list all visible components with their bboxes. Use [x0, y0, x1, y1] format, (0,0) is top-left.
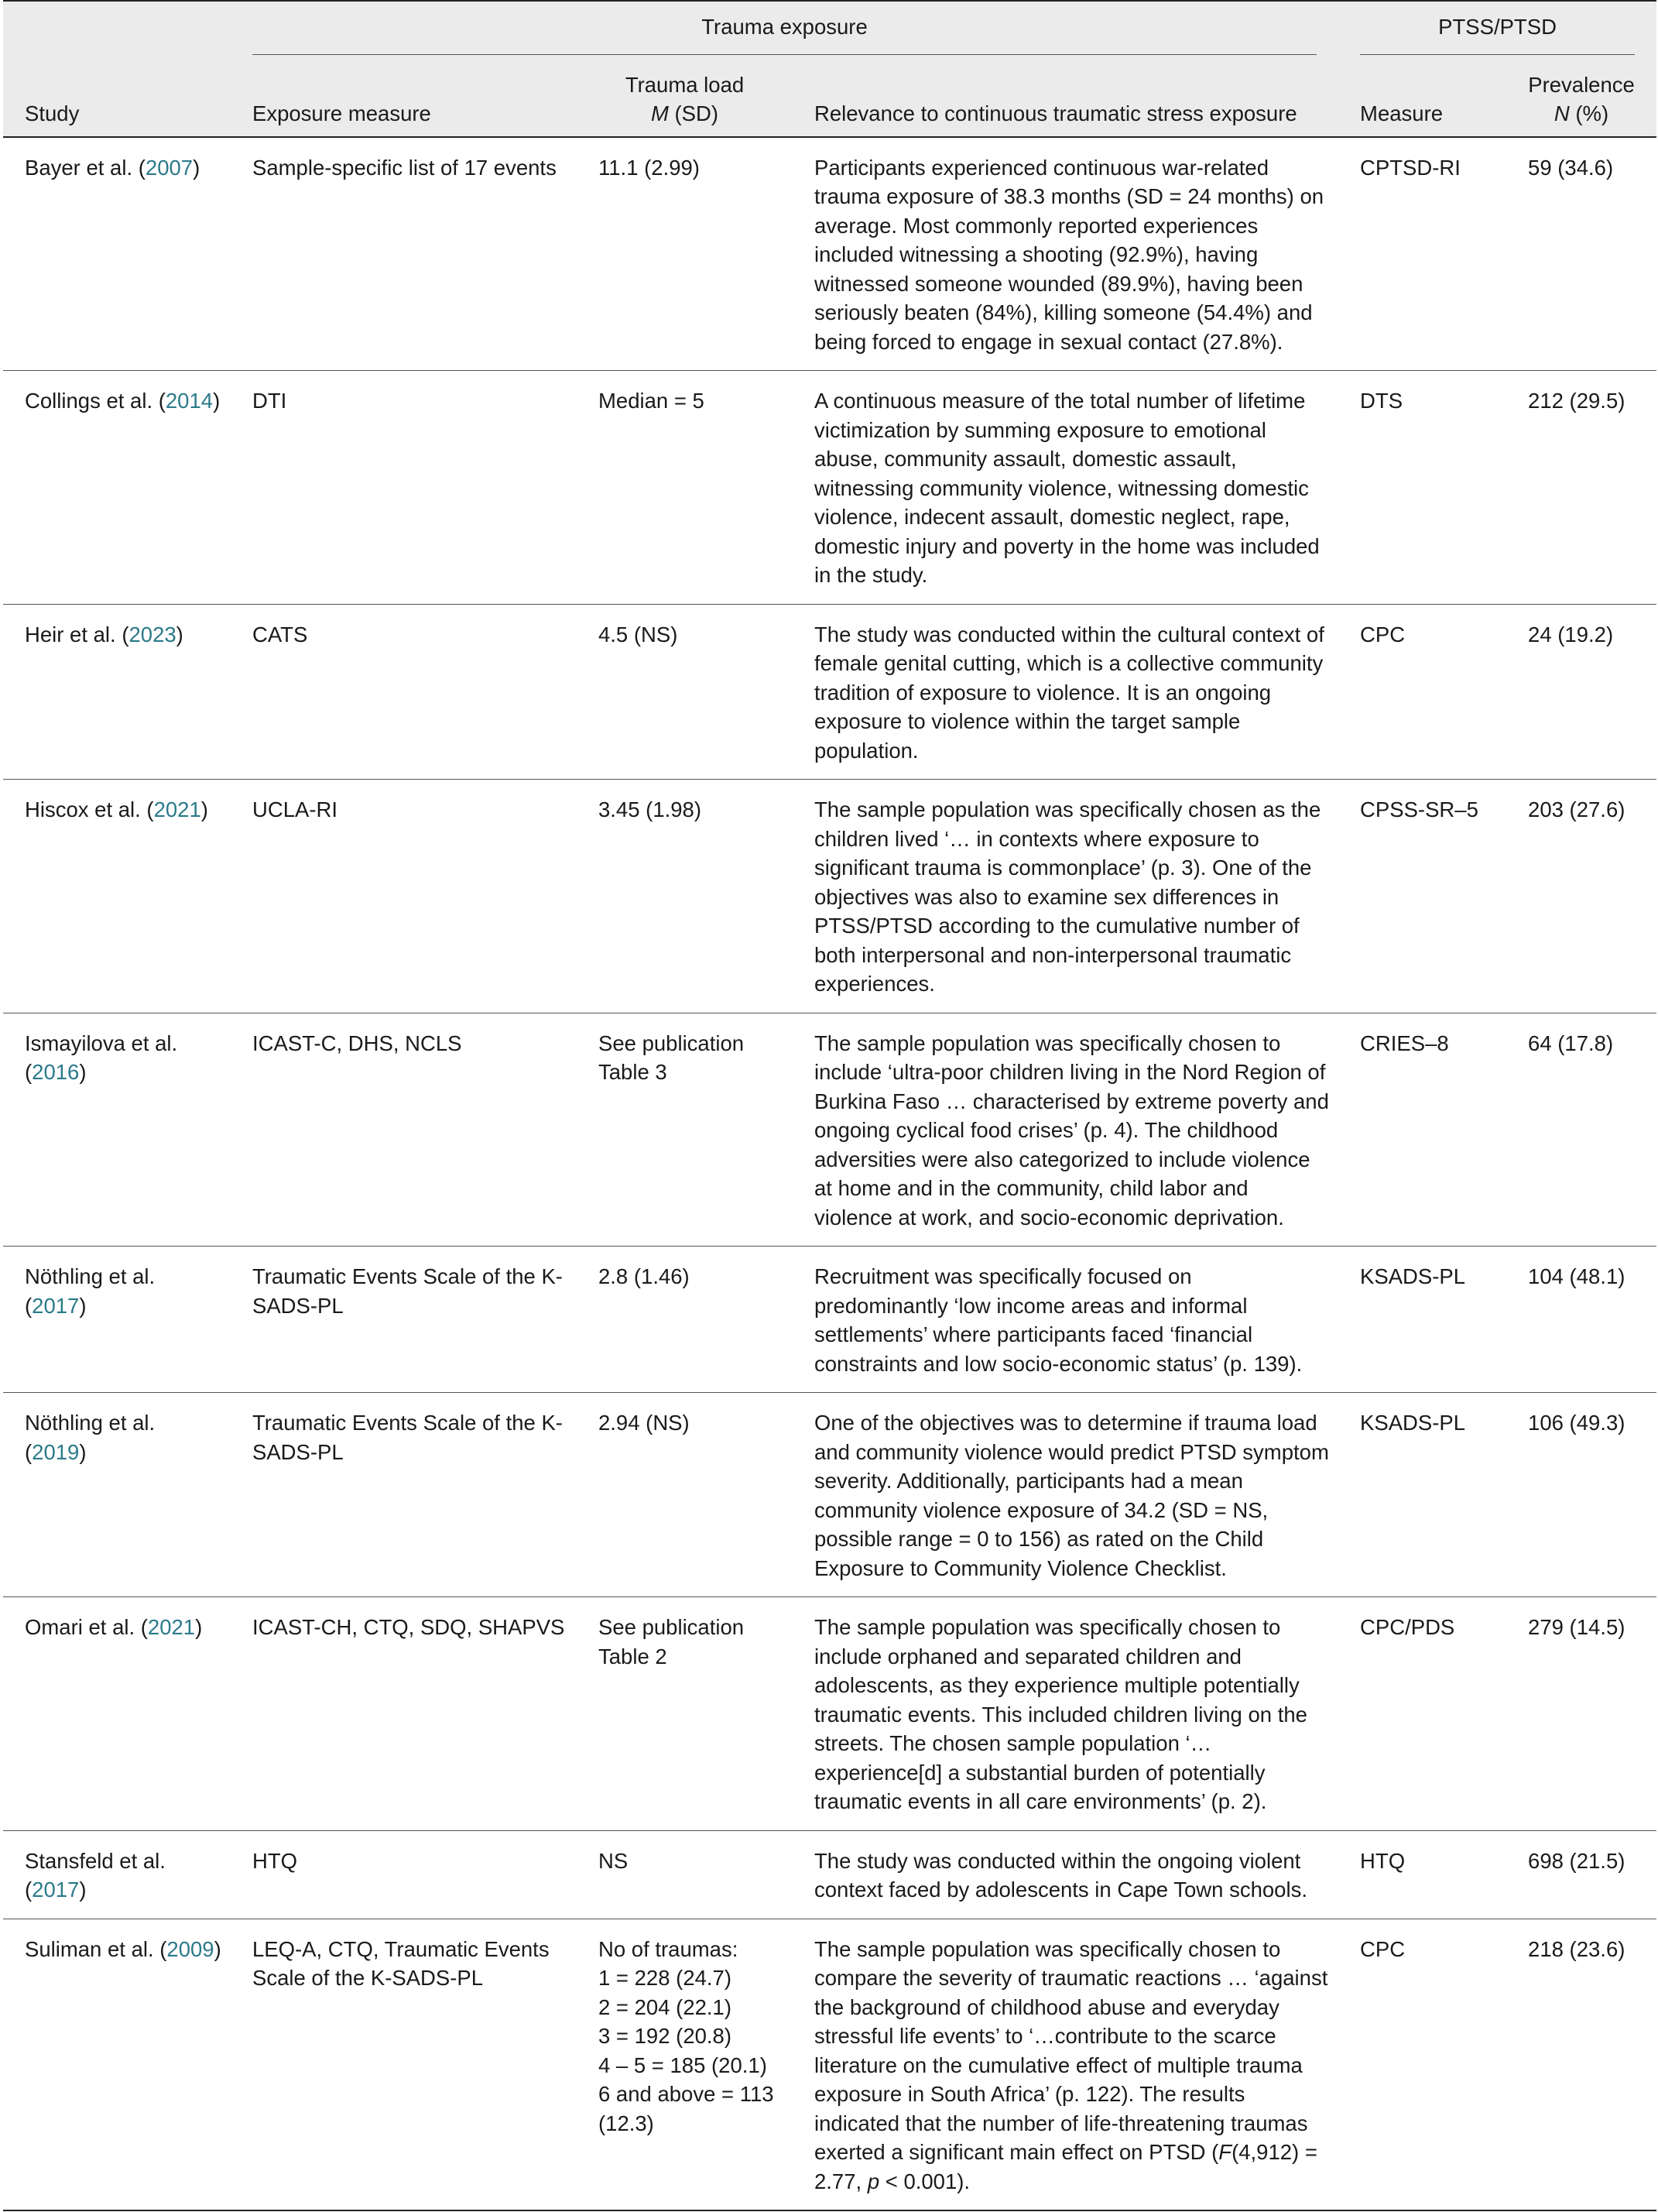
study-close: ): [79, 1439, 87, 1464]
table-row: [3, 1013, 1656, 1247]
relevance-p-symbol: p: [867, 2169, 880, 2193]
trauma-load-cell: No of traumas: 1 = 228 (24.7) 2 = 204 (22.1) 3 = 192 (20.8) 4 – 5 = 185 (20.1) 6 and above = 113 (12.3): [577, 1919, 793, 2210]
trauma-load-cell: 2.8 (1.46): [577, 1247, 793, 1393]
relevance-f-symbol: F: [1218, 2140, 1232, 2164]
citation-year-link[interactable]: 2019: [32, 1439, 80, 1464]
citation-year-link[interactable]: 2021: [147, 1615, 196, 1639]
exposure-cell: Sample-specific list of 17 events: [231, 137, 577, 371]
study-close: ): [214, 1936, 221, 1961]
relevance-cell: The sample population was specifically chosen as the children lived ‘… in contexts where exposure to significant trauma is commonplace’ (p. 3). One of the objectives was also to examine sex differences in PTSS/PTSD according to the cumulative number of both interpersonal and non-interpersonal traumatic experiences.: [793, 780, 1338, 1013]
study-close: ): [79, 1878, 87, 1902]
table-row: [3, 1830, 1656, 1919]
header-column-row: [3, 63, 1656, 137]
table-row: [3, 1597, 1656, 1831]
header-trauma-load-sd: (SD): [668, 101, 719, 125]
prevalence-cell: 104 (48.1): [1506, 1247, 1656, 1393]
study-close: ): [79, 1060, 87, 1084]
prevalence-cell: 24 (19.2): [1506, 604, 1656, 780]
prevalence-cell: 106 (49.3): [1506, 1393, 1656, 1597]
study-author: Collings et al. (: [25, 389, 166, 413]
trauma-load-cell: 3.45 (1.98): [577, 780, 793, 1013]
trauma-load-cell: 11.1 (2.99): [577, 137, 793, 371]
header-measure: Measure: [1338, 63, 1506, 137]
relevance-text: (4,912) = 2.77,: [814, 2140, 1317, 2193]
header-prevalence-n: N: [1554, 101, 1570, 125]
study-cell: [3, 1393, 231, 1597]
header-group-ptss-rule: [1360, 54, 1635, 55]
measure-cell: CPC/PDS: [1338, 1597, 1506, 1831]
relevance-cell: [793, 1919, 1338, 2210]
relevance-cell: The sample population was specifically chosen to include orphaned and separated children and adolescents, as they experience multiple potentially traumatic events. This included children living on the streets. The chosen sample population ‘…experience[d] a substantial burden of potentially traumatic events in all care environments’ (p. 2).: [793, 1597, 1338, 1831]
measure-cell: CPC: [1338, 604, 1506, 780]
measure-cell: CPSS-SR–5: [1338, 780, 1506, 1013]
relevance-cell: Participants experienced continuous war-related trauma exposure of 38.3 months (SD = 24 months) on average. Most commonly reported experiences included witnessing a shooting (92.9%), having witnessed someone wounded (89.9%), having been seriously beaten (84%), killing someone (54.4%) and being forced to engage in sexual contact (27.8%).: [793, 137, 1338, 371]
study-author: Suliman et al. (: [25, 1936, 167, 1961]
study-cell: [3, 137, 231, 371]
table-body: [3, 137, 1656, 2211]
header-relevance: Relevance to continuous traumatic stress exposure: [793, 63, 1338, 137]
study-author: Ismayilova et al. (: [25, 1031, 178, 1084]
study-close: ): [195, 1615, 203, 1639]
exposure-cell: DTI: [231, 371, 577, 605]
studies-table: [3, 0, 1656, 2211]
relevance-cell: Recruitment was specifically focused on predominantly ‘low income areas and informal settlements’ where participants faced ‘financial constraints and low socio-economic status’ (p. 139).: [793, 1247, 1338, 1393]
relevance-cell: One of the objectives was to determine if trauma load and community violence would predict PTSD symptom severity. Additionally, participants had a mean community violence exposure of 34.2 (SD = NS, possible range = 0 to 156) as rated on the Child Exposure to Community Violence Checklist.: [793, 1393, 1338, 1597]
study-close: ): [79, 1293, 87, 1318]
study-cell: [3, 780, 231, 1013]
measure-cell: HTQ: [1338, 1830, 1506, 1919]
prevalence-cell: 698 (21.5): [1506, 1830, 1656, 1919]
trauma-load-cell: See publication Table 3: [577, 1013, 793, 1247]
study-cell: [3, 1013, 231, 1247]
study-author: Heir et al. (: [25, 622, 129, 646]
relevance-cell: The sample population was specifically chosen to include ‘ultra-poor children living in the Nord Region of Burkina Faso … characterised by extreme poverty and ongoing cyclical food crises’ (p. 4). The childhood adversities were also categorized to include violence at home and in the community, child labor and violence at work, and socio-economic deprivation.: [793, 1013, 1338, 1247]
header-study: Study: [3, 63, 231, 137]
study-author: Stansfeld et al. (: [25, 1848, 166, 1902]
measure-cell: CPC: [1338, 1919, 1506, 2210]
study-author: Bayer et al. (: [25, 155, 146, 180]
citation-year-link[interactable]: 2017: [32, 1293, 80, 1318]
table-row: [3, 137, 1656, 371]
study-close: ): [176, 622, 183, 646]
prevalence-cell: 279 (14.5): [1506, 1597, 1656, 1831]
exposure-cell: ICAST-C, DHS, NCLS: [231, 1013, 577, 1247]
header-empty-cell: [3, 1, 231, 63]
exposure-cell: Traumatic Events Scale of the K-SADS-PL: [231, 1393, 577, 1597]
study-author: Omari et al. (: [25, 1615, 148, 1639]
study-cell: [3, 1597, 231, 1831]
prevalence-cell: 203 (27.6): [1506, 780, 1656, 1013]
exposure-cell: Traumatic Events Scale of the K-SADS-PL: [231, 1247, 577, 1393]
study-cell: [3, 371, 231, 605]
study-close: ): [193, 155, 200, 180]
measure-cell: KSADS-PL: [1338, 1393, 1506, 1597]
relevance-cell: The study was conducted within the ongoing violent context faced by adolescents in Cape Town schools.: [793, 1830, 1338, 1919]
header-prevalence: [1506, 63, 1656, 137]
table-row: [3, 1393, 1656, 1597]
header-group-row: [3, 1, 1656, 63]
citation-year-link[interactable]: 2021: [153, 797, 201, 821]
measure-cell: CPTSD-RI: [1338, 137, 1506, 371]
measure-cell: DTS: [1338, 371, 1506, 605]
study-close: ): [200, 797, 208, 821]
citation-year-link[interactable]: 2009: [166, 1936, 214, 1961]
relevance-text: The sample population was specifically chosen to compare the severity of traumatic reactions … ‘against the background of childhood abuse and everyday stressful life events’ to ‘…contribute to the scarce literature on the cumulative effect of multiple trauma exposure in South Africa’ (p. 122). The results indicated that the number of life-threatening traumas exerted a significant main effect on PTSD (: [814, 1936, 1328, 2164]
header-group-ptss: [1338, 1, 1656, 63]
header-group-trauma-label: Trauma exposure: [701, 15, 868, 39]
header-trauma-load-m: M: [650, 101, 669, 125]
trauma-load-cell: NS: [577, 1830, 793, 1919]
citation-year-link[interactable]: 2014: [165, 389, 214, 413]
trauma-load-cell: 4.5 (NS): [577, 604, 793, 780]
exposure-cell: UCLA-RI: [231, 780, 577, 1013]
table-row: [3, 780, 1656, 1013]
study-cell: [3, 1830, 231, 1919]
citation-year-link[interactable]: 2017: [32, 1878, 80, 1902]
study-close: ): [213, 389, 221, 413]
trauma-load-cell: Median = 5: [577, 371, 793, 605]
study-cell: [3, 604, 231, 780]
relevance-cell: A continuous measure of the total number of lifetime victimization by summing exposure to emotional abuse, community assault, domestic assault, witnessing community violence, witnessing domestic violence, indecent assault, domestic neglect, rape, domestic injury and poverty in the home was included in the study.: [793, 371, 1338, 605]
header-group-trauma-exposure: [231, 1, 1338, 63]
prevalence-cell: 212 (29.5): [1506, 371, 1656, 605]
prevalence-cell: 59 (34.6): [1506, 137, 1656, 371]
citation-year-link[interactable]: 2023: [128, 622, 176, 646]
study-author: Nöthling et al. (: [25, 1264, 156, 1318]
measure-cell: KSADS-PL: [1338, 1247, 1506, 1393]
header-exposure-measure: Exposure measure: [231, 63, 577, 137]
table-row: [3, 371, 1656, 605]
study-cell: [3, 1247, 231, 1393]
trauma-load-cell: 2.94 (NS): [577, 1393, 793, 1597]
exposure-cell: LEQ-A, CTQ, Traumatic Events Scale of the K-SADS-PL: [231, 1919, 577, 2210]
table-row: [3, 1919, 1656, 2210]
exposure-cell: CATS: [231, 604, 577, 780]
table-row: [3, 604, 1656, 780]
study-author: Nöthling et al. (: [25, 1411, 156, 1464]
header-prevalence-line1: Prevalence: [1528, 72, 1635, 97]
measure-cell: CRIES–8: [1338, 1013, 1506, 1247]
header-prevalence-pct: (%): [1569, 101, 1609, 125]
trauma-load-cell: See publication Table 2: [577, 1597, 793, 1831]
relevance-cell: The study was conducted within the cultural context of female genital cutting, which is a collective community tradition of exposure to violence. It is an ongoing exposure to violence within the target sample population.: [793, 604, 1338, 780]
citation-year-link[interactable]: 2007: [145, 155, 194, 180]
citation-year-link[interactable]: 2016: [32, 1060, 80, 1084]
study-cell: [3, 1919, 231, 2210]
header-trauma-load: [577, 63, 793, 137]
relevance-text: < 0.001).: [879, 2169, 971, 2193]
header-group-trauma-rule: [252, 54, 1317, 55]
table-row: [3, 1247, 1656, 1393]
header-group-ptss-label: PTSS/PTSD: [1438, 15, 1557, 39]
exposure-cell: HTQ: [231, 1830, 577, 1919]
table-header: [3, 1, 1656, 137]
header-trauma-load-line1: Trauma load: [625, 72, 745, 97]
exposure-cell: ICAST-CH, CTQ, SDQ, SHAPVS: [231, 1597, 577, 1831]
prevalence-cell: 64 (17.8): [1506, 1013, 1656, 1247]
prevalence-cell: 218 (23.6): [1506, 1919, 1656, 2210]
study-author: Hiscox et al. (: [25, 797, 154, 821]
